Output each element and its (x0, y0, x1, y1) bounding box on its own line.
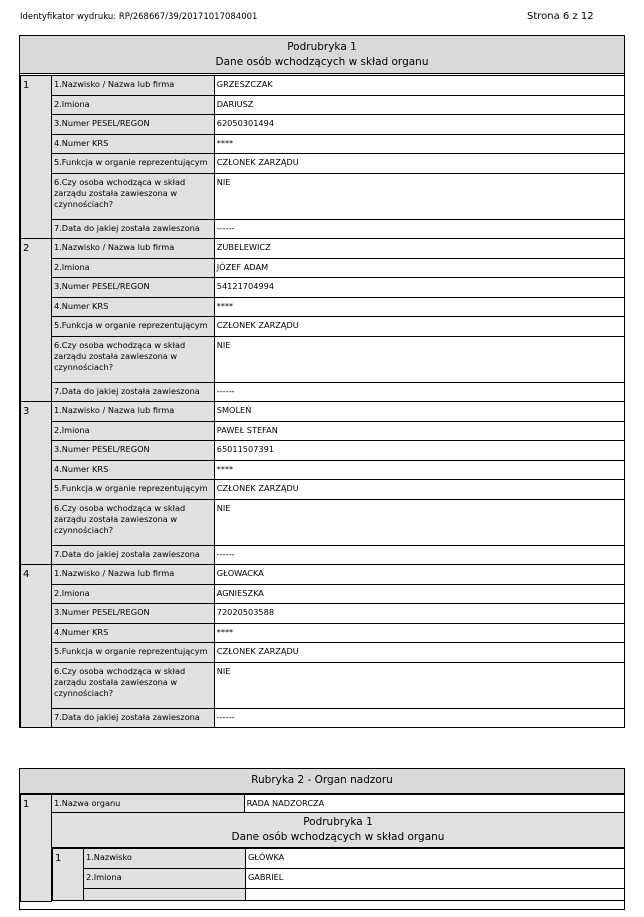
page-number: Strona 6 z 12 (527, 11, 594, 22)
field-value: DARIUSZ (214, 95, 624, 115)
person-field-row (21, 499, 625, 545)
person-field-row (21, 584, 625, 604)
print-identifier: Identyfikator wydruku: RP/268667/39/20171017084001 (20, 12, 258, 22)
person-field-row (21, 297, 625, 317)
field-label: 1.Nazwisko / Nazwa lub firma (51, 76, 214, 96)
subsection-subtitle-text: Dane osób wchodzących w skład organu (215, 56, 429, 68)
persons-table-body (21, 76, 625, 728)
person-field-row (21, 95, 625, 115)
person-field-row (21, 421, 625, 441)
field-label: 2.Imiona (51, 258, 214, 278)
field-label: 2.Imiona (51, 95, 214, 115)
field-value: AGNIESZKA (214, 584, 624, 604)
person-field-row (21, 219, 625, 239)
field-value: NIE (214, 336, 624, 382)
organ-name-label: 1.Nazwa organu (51, 795, 244, 813)
person-field-row (21, 460, 625, 480)
field-value: **** (214, 297, 624, 317)
field-value: 72020503588 (214, 604, 624, 624)
person-field-row (21, 402, 625, 422)
person-field-row (21, 441, 625, 461)
person-field-row (21, 154, 625, 174)
subsection-title (20, 36, 624, 74)
field-value: CZŁONEK ZARZĄDU (214, 317, 624, 337)
inner-surname-value: GŁÓWKA (245, 849, 624, 869)
field-label: 4.Numer KRS (51, 460, 214, 480)
field-value: GRZESZCZAK (214, 76, 624, 96)
person-field-row (21, 173, 625, 219)
field-value: NIE (214, 662, 624, 708)
inner-person-cell (51, 848, 624, 902)
field-label: 6.Czy osoba wchodząca w skład zarządu została zawieszona w czynnościach? (51, 336, 214, 382)
inner-person-number: 1 (52, 849, 83, 901)
inner-subsection-title-text: Podrubryka 1 (303, 816, 373, 828)
inner-subsection-subtitle-text: Dane osób wchodzących w skład organu (231, 831, 445, 843)
person-field-row (21, 604, 625, 624)
field-label: 6.Czy osoba wchodząca w skład zarządu została zawieszona w czynnościach? (51, 173, 214, 219)
person-field-row (21, 115, 625, 135)
field-label: 1.Nazwisko / Nazwa lub firma (51, 239, 214, 259)
person-field-row (21, 643, 625, 663)
field-value: 62050301494 (214, 115, 624, 135)
field-label: 7.Data do jakiej została zawieszona (51, 219, 214, 239)
field-label: 3.Numer PESEL/REGON (51, 604, 214, 624)
person-field-row (21, 258, 625, 278)
organ-name-value: RADA NADZORCZA (244, 795, 624, 813)
person-field-row (21, 662, 625, 708)
field-label: 3.Numer PESEL/REGON (51, 441, 214, 461)
inner-cut-label (83, 889, 245, 901)
field-label: 2.Imiona (51, 584, 214, 604)
field-label: 5.Funkcja w organie reprezentującym (51, 480, 214, 500)
field-label: 3.Numer PESEL/REGON (51, 115, 214, 135)
field-value: NIE (214, 499, 624, 545)
person-number: 4 (21, 565, 52, 728)
field-label: 7.Data do jakiej została zawieszona (51, 382, 214, 402)
field-value: GŁOWACKA (214, 565, 624, 585)
inner-surname-label: 1.Nazwisko (83, 849, 245, 869)
field-label: 6.Czy osoba wchodząca w skład zarządu została zawieszona w czynnościach? (51, 662, 214, 708)
field-value: ------ (214, 382, 624, 402)
field-value: ------ (214, 545, 624, 565)
person-field-row (21, 239, 625, 259)
persons-table (20, 75, 625, 728)
inner-names-value: GABRIEL (245, 869, 624, 889)
field-label: 5.Funkcja w organie reprezentującym (51, 154, 214, 174)
inner-person-table (52, 848, 625, 901)
field-value: CZŁONEK ZARZĄDU (214, 643, 624, 663)
field-value: 54121704994 (214, 278, 624, 298)
field-value: **** (214, 623, 624, 643)
field-label: 2.Imiona (51, 421, 214, 441)
field-value: ------ (214, 708, 624, 728)
field-value: CZŁONEK ZARZĄDU (214, 154, 624, 174)
field-label: 4.Numer KRS (51, 297, 214, 317)
subsection-title-text: Podrubryka 1 (287, 41, 357, 53)
person-field-row (21, 76, 625, 96)
person-field-row (21, 565, 625, 585)
field-label: 5.Funkcja w organie reprezentującym (51, 643, 214, 663)
entry-number: 1 (21, 795, 52, 902)
field-value: ------ (214, 219, 624, 239)
person-number: 3 (21, 402, 52, 565)
field-value: NIE (214, 173, 624, 219)
inner-cut-value (245, 889, 624, 901)
field-value: CZŁONEK ZARZĄDU (214, 480, 624, 500)
field-label: 4.Numer KRS (51, 623, 214, 643)
person-field-row (21, 336, 625, 382)
field-label: 1.Nazwisko / Nazwa lub firma (51, 402, 214, 422)
field-label: 3.Numer PESEL/REGON (51, 278, 214, 298)
inner-names-label: 2.Imiona (83, 869, 245, 889)
field-value: SMOLEŃ (214, 402, 624, 422)
section-supervisory-organ (19, 768, 625, 910)
person-number: 2 (21, 239, 52, 402)
person-field-row (21, 278, 625, 298)
field-value: **** (214, 460, 624, 480)
field-label: 1.Nazwisko / Nazwa lub firma (51, 565, 214, 585)
subsection-persons (19, 35, 625, 728)
field-value: PAWEŁ STEFAN (214, 421, 624, 441)
field-value: **** (214, 134, 624, 154)
field-label: 6.Czy osoba wchodząca w skład zarządu została zawieszona w czynnościach? (51, 499, 214, 545)
field-label: 4.Numer KRS (51, 134, 214, 154)
organ-table (20, 794, 625, 902)
person-field-row (21, 623, 625, 643)
section-title (20, 769, 624, 794)
person-field-row (21, 708, 625, 728)
person-field-row (21, 317, 625, 337)
person-field-row (21, 134, 625, 154)
person-field-row (21, 382, 625, 402)
field-value: 65011507391 (214, 441, 624, 461)
person-number: 1 (21, 76, 52, 239)
field-label: 5.Funkcja w organie reprezentującym (51, 317, 214, 337)
field-value: JÓZEF ADAM (214, 258, 624, 278)
field-label: 7.Data do jakiej została zawieszona (51, 708, 214, 728)
inner-subsection-title (51, 813, 624, 848)
field-label: 7.Data do jakiej została zawieszona (51, 545, 214, 565)
person-field-row (21, 480, 625, 500)
field-value: ZUBELEWICZ (214, 239, 624, 259)
section-title-text: Rubryka 2 - Organ nadzoru (251, 774, 393, 786)
person-field-row (21, 545, 625, 565)
